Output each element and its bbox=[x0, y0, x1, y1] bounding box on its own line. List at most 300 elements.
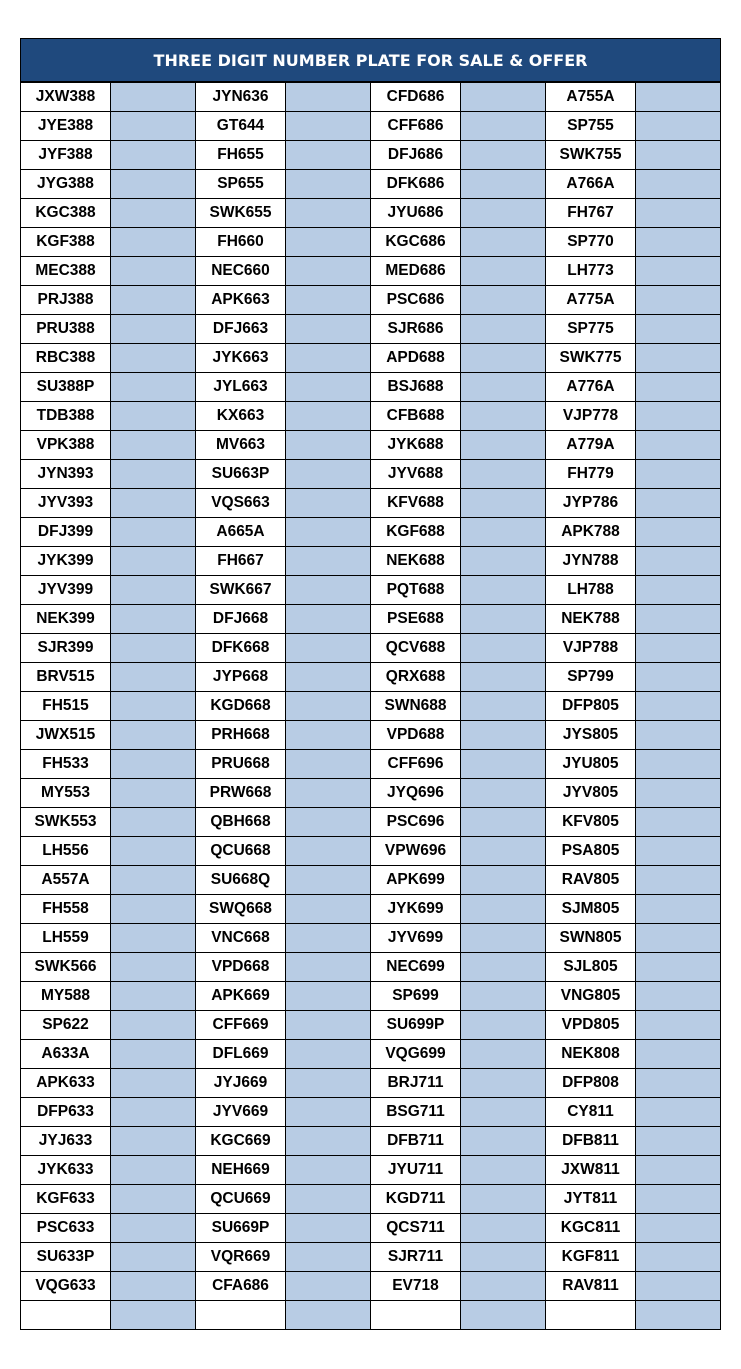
sheet-title: THREE DIGIT NUMBER PLATE FOR SALE & OFFER bbox=[20, 38, 721, 82]
offer-cell[interactable] bbox=[636, 286, 721, 315]
offer-cell[interactable] bbox=[461, 199, 546, 228]
offer-cell[interactable] bbox=[461, 895, 546, 924]
offer-cell[interactable] bbox=[111, 431, 196, 460]
plate-number-cell: BSJ688 bbox=[371, 373, 461, 402]
plate-number-cell: APK788 bbox=[546, 518, 636, 547]
offer-cell[interactable] bbox=[636, 924, 721, 953]
offer-cell[interactable] bbox=[636, 199, 721, 228]
offer-cell[interactable] bbox=[461, 1214, 546, 1243]
plate-number-cell: LH556 bbox=[21, 837, 111, 866]
plate-number-cell: APK669 bbox=[196, 982, 286, 1011]
plate-number-cell: JYK399 bbox=[21, 547, 111, 576]
table-row bbox=[21, 518, 721, 547]
offer-cell[interactable] bbox=[111, 721, 196, 750]
plate-number-cell: KGC388 bbox=[21, 199, 111, 228]
offer-cell[interactable] bbox=[286, 402, 371, 431]
offer-cell[interactable] bbox=[286, 373, 371, 402]
offer-cell[interactable] bbox=[286, 286, 371, 315]
offer-cell[interactable] bbox=[636, 721, 721, 750]
plate-number-cell: KFV805 bbox=[546, 808, 636, 837]
offer-cell[interactable] bbox=[461, 431, 546, 460]
offer-cell[interactable] bbox=[461, 1040, 546, 1069]
table-row bbox=[21, 808, 721, 837]
offer-cell[interactable] bbox=[636, 112, 721, 141]
offer-cell[interactable] bbox=[111, 489, 196, 518]
offer-cell[interactable] bbox=[111, 1156, 196, 1185]
offer-cell[interactable] bbox=[111, 141, 196, 170]
offer-cell[interactable] bbox=[286, 953, 371, 982]
plate-number-cell: JWX515 bbox=[21, 721, 111, 750]
plate-number-cell: JYT811 bbox=[546, 1185, 636, 1214]
plate-number-cell bbox=[21, 1301, 111, 1330]
offer-cell[interactable] bbox=[636, 344, 721, 373]
offer-cell[interactable] bbox=[461, 1301, 546, 1330]
offer-cell[interactable] bbox=[111, 866, 196, 895]
plate-number-cell: FH667 bbox=[196, 547, 286, 576]
offer-cell[interactable] bbox=[461, 1011, 546, 1040]
offer-cell[interactable] bbox=[461, 721, 546, 750]
plate-number-cell: JYU805 bbox=[546, 750, 636, 779]
offer-cell[interactable] bbox=[286, 692, 371, 721]
offer-cell[interactable] bbox=[636, 1214, 721, 1243]
plate-number-cell: APK633 bbox=[21, 1069, 111, 1098]
plate-number-cell: MED686 bbox=[371, 257, 461, 286]
offer-cell[interactable] bbox=[636, 779, 721, 808]
offer-cell[interactable] bbox=[636, 750, 721, 779]
offer-cell[interactable] bbox=[111, 402, 196, 431]
offer-cell[interactable] bbox=[636, 1127, 721, 1156]
offer-cell[interactable] bbox=[636, 1069, 721, 1098]
offer-cell[interactable] bbox=[461, 576, 546, 605]
offer-cell[interactable] bbox=[461, 489, 546, 518]
plate-number-cell: SJM805 bbox=[546, 895, 636, 924]
offer-cell[interactable] bbox=[286, 315, 371, 344]
plate-number-cell: PRJ388 bbox=[21, 286, 111, 315]
plate-number-cell: JYN788 bbox=[546, 547, 636, 576]
plate-number-cell: VPD668 bbox=[196, 953, 286, 982]
offer-cell[interactable] bbox=[286, 141, 371, 170]
offer-cell[interactable] bbox=[461, 1127, 546, 1156]
plate-number-cell: JYL663 bbox=[196, 373, 286, 402]
offer-cell[interactable] bbox=[286, 112, 371, 141]
plate-number-cell: DFK686 bbox=[371, 170, 461, 199]
offer-cell[interactable] bbox=[286, 489, 371, 518]
offer-cell[interactable] bbox=[111, 692, 196, 721]
plate-number-cell: MV663 bbox=[196, 431, 286, 460]
offer-cell[interactable] bbox=[111, 895, 196, 924]
table-row bbox=[21, 692, 721, 721]
plate-number-cell: PRW668 bbox=[196, 779, 286, 808]
offer-cell[interactable] bbox=[286, 1243, 371, 1272]
table-row bbox=[21, 866, 721, 895]
plate-number-cell: DFK668 bbox=[196, 634, 286, 663]
offer-cell[interactable] bbox=[461, 837, 546, 866]
plate-number-cell: FH767 bbox=[546, 199, 636, 228]
offer-cell[interactable] bbox=[636, 953, 721, 982]
offer-cell[interactable] bbox=[636, 692, 721, 721]
offer-cell[interactable] bbox=[286, 1214, 371, 1243]
plate-number-cell: QCU668 bbox=[196, 837, 286, 866]
plate-number-cell: CFB688 bbox=[371, 402, 461, 431]
offer-cell[interactable] bbox=[286, 1040, 371, 1069]
plate-number-cell: SP755 bbox=[546, 112, 636, 141]
plate-number-cell: VJP778 bbox=[546, 402, 636, 431]
offer-cell[interactable] bbox=[461, 663, 546, 692]
plate-number-cell: FH558 bbox=[21, 895, 111, 924]
offer-cell[interactable] bbox=[636, 866, 721, 895]
plate-number-cell: KGC686 bbox=[371, 228, 461, 257]
plate-number-cell: LH788 bbox=[546, 576, 636, 605]
offer-cell[interactable] bbox=[461, 518, 546, 547]
offer-cell[interactable] bbox=[461, 257, 546, 286]
offer-cell[interactable] bbox=[636, 431, 721, 460]
offer-cell[interactable] bbox=[111, 953, 196, 982]
table-row bbox=[21, 547, 721, 576]
table-row bbox=[21, 750, 721, 779]
offer-cell[interactable] bbox=[461, 982, 546, 1011]
offer-cell[interactable] bbox=[636, 1156, 721, 1185]
offer-cell[interactable] bbox=[286, 663, 371, 692]
table-row bbox=[21, 489, 721, 518]
plate-number-cell: PQT688 bbox=[371, 576, 461, 605]
offer-cell[interactable] bbox=[111, 547, 196, 576]
plate-table bbox=[20, 82, 721, 1330]
offer-cell[interactable] bbox=[636, 315, 721, 344]
offer-cell[interactable] bbox=[286, 170, 371, 199]
plate-number-cell: PSC696 bbox=[371, 808, 461, 837]
offer-cell[interactable] bbox=[461, 866, 546, 895]
offer-cell[interactable] bbox=[286, 431, 371, 460]
offer-cell[interactable] bbox=[286, 1127, 371, 1156]
table-row bbox=[21, 953, 721, 982]
offer-cell[interactable] bbox=[286, 1069, 371, 1098]
offer-cell[interactable] bbox=[286, 721, 371, 750]
plate-number-cell: JYJ669 bbox=[196, 1069, 286, 1098]
plate-number-cell: MEC388 bbox=[21, 257, 111, 286]
plate-number-cell: DFP805 bbox=[546, 692, 636, 721]
offer-cell[interactable] bbox=[286, 808, 371, 837]
table-row bbox=[21, 83, 721, 112]
plate-number-cell: SWK755 bbox=[546, 141, 636, 170]
plate-number-cell: TDB388 bbox=[21, 402, 111, 431]
table-row bbox=[21, 605, 721, 634]
offer-cell[interactable] bbox=[111, 808, 196, 837]
table-row bbox=[21, 344, 721, 373]
offer-cell[interactable] bbox=[461, 373, 546, 402]
offer-cell[interactable] bbox=[636, 373, 721, 402]
plate-number-cell: SWQ668 bbox=[196, 895, 286, 924]
offer-cell[interactable] bbox=[286, 1301, 371, 1330]
offer-cell[interactable] bbox=[461, 83, 546, 112]
offer-cell[interactable] bbox=[111, 257, 196, 286]
offer-cell[interactable] bbox=[286, 576, 371, 605]
offer-cell[interactable] bbox=[461, 402, 546, 431]
offer-cell[interactable] bbox=[636, 402, 721, 431]
plate-number-cell: DFJ663 bbox=[196, 315, 286, 344]
offer-cell[interactable] bbox=[286, 518, 371, 547]
offer-cell[interactable] bbox=[286, 199, 371, 228]
offer-cell[interactable] bbox=[461, 692, 546, 721]
offer-cell[interactable] bbox=[111, 228, 196, 257]
plate-number-cell: SU699P bbox=[371, 1011, 461, 1040]
offer-cell[interactable] bbox=[636, 808, 721, 837]
offer-cell[interactable] bbox=[111, 1272, 196, 1301]
offer-cell[interactable] bbox=[461, 605, 546, 634]
offer-cell[interactable] bbox=[286, 837, 371, 866]
offer-cell[interactable] bbox=[636, 460, 721, 489]
offer-cell[interactable] bbox=[636, 605, 721, 634]
offer-cell[interactable] bbox=[286, 605, 371, 634]
plate-number-cell: QBH668 bbox=[196, 808, 286, 837]
offer-cell[interactable] bbox=[461, 953, 546, 982]
offer-cell[interactable] bbox=[286, 547, 371, 576]
offer-cell[interactable] bbox=[636, 83, 721, 112]
offer-cell[interactable] bbox=[461, 750, 546, 779]
plate-number-cell: VPK388 bbox=[21, 431, 111, 460]
offer-cell[interactable] bbox=[636, 837, 721, 866]
plate-number-cell bbox=[371, 1301, 461, 1330]
offer-cell[interactable] bbox=[286, 1011, 371, 1040]
plate-number-cell: MY553 bbox=[21, 779, 111, 808]
offer-cell[interactable] bbox=[636, 576, 721, 605]
offer-cell[interactable] bbox=[636, 1011, 721, 1040]
offer-cell[interactable] bbox=[636, 257, 721, 286]
plate-number-cell: SJR686 bbox=[371, 315, 461, 344]
offer-cell[interactable] bbox=[636, 1098, 721, 1127]
offer-cell[interactable] bbox=[461, 1243, 546, 1272]
offer-cell[interactable] bbox=[286, 866, 371, 895]
offer-cell[interactable] bbox=[286, 895, 371, 924]
offer-cell[interactable] bbox=[461, 286, 546, 315]
plate-number-cell: CFD686 bbox=[371, 83, 461, 112]
plate-number-cell: SP799 bbox=[546, 663, 636, 692]
offer-cell[interactable] bbox=[461, 1156, 546, 1185]
offer-cell[interactable] bbox=[111, 1185, 196, 1214]
plate-number-cell: KGF633 bbox=[21, 1185, 111, 1214]
offer-cell[interactable] bbox=[111, 663, 196, 692]
offer-cell[interactable] bbox=[286, 460, 371, 489]
plate-number-cell: JYK699 bbox=[371, 895, 461, 924]
offer-cell[interactable] bbox=[461, 344, 546, 373]
plate-number-cell: JYV393 bbox=[21, 489, 111, 518]
offer-cell[interactable] bbox=[286, 924, 371, 953]
table-row bbox=[21, 228, 721, 257]
plate-number-cell: A557A bbox=[21, 866, 111, 895]
plate-number-cell: PSC633 bbox=[21, 1214, 111, 1243]
plate-number-cell: SWK553 bbox=[21, 808, 111, 837]
offer-cell[interactable] bbox=[111, 315, 196, 344]
plate-number-cell: DFL669 bbox=[196, 1040, 286, 1069]
offer-cell[interactable] bbox=[636, 982, 721, 1011]
plate-number-cell: VQR669 bbox=[196, 1243, 286, 1272]
plate-number-cell: BRJ711 bbox=[371, 1069, 461, 1098]
plate-number-cell: JYS805 bbox=[546, 721, 636, 750]
offer-cell[interactable] bbox=[111, 1214, 196, 1243]
plate-number-cell: PRU388 bbox=[21, 315, 111, 344]
offer-cell[interactable] bbox=[111, 750, 196, 779]
offer-cell[interactable] bbox=[461, 1185, 546, 1214]
offer-cell[interactable] bbox=[636, 634, 721, 663]
plate-number-cell: KGD668 bbox=[196, 692, 286, 721]
plate-number-cell: VQG633 bbox=[21, 1272, 111, 1301]
plate-number-cell: FH779 bbox=[546, 460, 636, 489]
plate-number-cell: QRX688 bbox=[371, 663, 461, 692]
offer-cell[interactable] bbox=[461, 112, 546, 141]
offer-cell[interactable] bbox=[461, 924, 546, 953]
plate-number-cell: KGC669 bbox=[196, 1127, 286, 1156]
plate-number-cell: SP622 bbox=[21, 1011, 111, 1040]
offer-cell[interactable] bbox=[111, 576, 196, 605]
offer-cell[interactable] bbox=[111, 83, 196, 112]
plate-number-cell: FH515 bbox=[21, 692, 111, 721]
plate-number-cell: KGF388 bbox=[21, 228, 111, 257]
plate-number-cell: BRV515 bbox=[21, 663, 111, 692]
plate-number-cell: CY811 bbox=[546, 1098, 636, 1127]
offer-cell[interactable] bbox=[286, 1156, 371, 1185]
plate-number-cell: DFJ399 bbox=[21, 518, 111, 547]
plate-number-cell: JYV669 bbox=[196, 1098, 286, 1127]
offer-cell[interactable] bbox=[461, 1272, 546, 1301]
table-row bbox=[21, 1185, 721, 1214]
offer-cell[interactable] bbox=[111, 837, 196, 866]
offer-cell[interactable] bbox=[461, 228, 546, 257]
plate-number-cell: JYV399 bbox=[21, 576, 111, 605]
table-row bbox=[21, 721, 721, 750]
plate-number-cell: JYF388 bbox=[21, 141, 111, 170]
plate-number-cell: A755A bbox=[546, 83, 636, 112]
offer-cell[interactable] bbox=[636, 1185, 721, 1214]
plate-number-cell: PRU668 bbox=[196, 750, 286, 779]
offer-cell[interactable] bbox=[111, 199, 196, 228]
offer-cell[interactable] bbox=[461, 315, 546, 344]
offer-cell[interactable] bbox=[286, 1098, 371, 1127]
plate-number-cell: APK663 bbox=[196, 286, 286, 315]
offer-cell[interactable] bbox=[636, 228, 721, 257]
plate-number-cell: DFP808 bbox=[546, 1069, 636, 1098]
offer-cell[interactable] bbox=[461, 808, 546, 837]
offer-cell[interactable] bbox=[111, 634, 196, 663]
offer-cell[interactable] bbox=[636, 489, 721, 518]
plate-number-cell: FH533 bbox=[21, 750, 111, 779]
plate-number-cell: PRH668 bbox=[196, 721, 286, 750]
offer-cell[interactable] bbox=[636, 518, 721, 547]
offer-cell[interactable] bbox=[111, 344, 196, 373]
offer-cell[interactable] bbox=[111, 1040, 196, 1069]
plate-number-cell: JYV699 bbox=[371, 924, 461, 953]
offer-cell[interactable] bbox=[111, 112, 196, 141]
offer-cell[interactable] bbox=[286, 1272, 371, 1301]
plate-number-cell: DFJ686 bbox=[371, 141, 461, 170]
offer-cell[interactable] bbox=[111, 518, 196, 547]
table-row bbox=[21, 779, 721, 808]
offer-cell[interactable] bbox=[636, 663, 721, 692]
plate-number-cell: KFV688 bbox=[371, 489, 461, 518]
offer-cell[interactable] bbox=[636, 1040, 721, 1069]
plate-number-cell: JYK688 bbox=[371, 431, 461, 460]
offer-cell[interactable] bbox=[111, 373, 196, 402]
offer-cell[interactable] bbox=[286, 982, 371, 1011]
offer-cell[interactable] bbox=[111, 982, 196, 1011]
plate-number-cell: RAV811 bbox=[546, 1272, 636, 1301]
offer-cell[interactable] bbox=[461, 141, 546, 170]
plate-number-cell: NEK808 bbox=[546, 1040, 636, 1069]
offer-cell[interactable] bbox=[111, 1069, 196, 1098]
plate-number-cell: DFP633 bbox=[21, 1098, 111, 1127]
offer-cell[interactable] bbox=[636, 170, 721, 199]
offer-cell[interactable] bbox=[286, 634, 371, 663]
plate-number-cell: A633A bbox=[21, 1040, 111, 1069]
offer-cell[interactable] bbox=[636, 895, 721, 924]
offer-cell[interactable] bbox=[461, 547, 546, 576]
plate-number-cell: JYN636 bbox=[196, 83, 286, 112]
table-row bbox=[21, 257, 721, 286]
plate-number-cell: SU669P bbox=[196, 1214, 286, 1243]
plate-number-cell: NEC699 bbox=[371, 953, 461, 982]
offer-cell[interactable] bbox=[111, 1301, 196, 1330]
offer-cell[interactable] bbox=[286, 228, 371, 257]
offer-cell[interactable] bbox=[636, 1301, 721, 1330]
offer-cell[interactable] bbox=[286, 779, 371, 808]
table-row bbox=[21, 924, 721, 953]
offer-cell[interactable] bbox=[636, 1243, 721, 1272]
plate-number-cell: JYQ696 bbox=[371, 779, 461, 808]
plate-number-cell: SU663P bbox=[196, 460, 286, 489]
offer-cell[interactable] bbox=[636, 547, 721, 576]
offer-cell[interactable] bbox=[111, 286, 196, 315]
table-row bbox=[21, 1069, 721, 1098]
offer-cell[interactable] bbox=[461, 460, 546, 489]
offer-cell[interactable] bbox=[461, 779, 546, 808]
plate-number-cell: SWK655 bbox=[196, 199, 286, 228]
offer-cell[interactable] bbox=[461, 634, 546, 663]
offer-cell[interactable] bbox=[111, 1243, 196, 1272]
plate-number-cell: PSC686 bbox=[371, 286, 461, 315]
table-row bbox=[21, 1301, 721, 1330]
plate-number-cell: CFF696 bbox=[371, 750, 461, 779]
offer-cell[interactable] bbox=[286, 1185, 371, 1214]
plate-number-cell: VNG805 bbox=[546, 982, 636, 1011]
offer-cell[interactable] bbox=[111, 170, 196, 199]
offer-cell[interactable] bbox=[286, 750, 371, 779]
offer-cell[interactable] bbox=[636, 1272, 721, 1301]
offer-cell[interactable] bbox=[111, 1011, 196, 1040]
offer-cell[interactable] bbox=[461, 1098, 546, 1127]
offer-cell[interactable] bbox=[111, 924, 196, 953]
plate-number-cell: SJR399 bbox=[21, 634, 111, 663]
plate-number-cell: JYK633 bbox=[21, 1156, 111, 1185]
plate-number-cell: SU633P bbox=[21, 1243, 111, 1272]
offer-cell[interactable] bbox=[286, 83, 371, 112]
offer-cell[interactable] bbox=[111, 1098, 196, 1127]
plate-number-cell: LH559 bbox=[21, 924, 111, 953]
plate-number-cell: SP770 bbox=[546, 228, 636, 257]
offer-cell[interactable] bbox=[111, 605, 196, 634]
offer-cell[interactable] bbox=[286, 257, 371, 286]
offer-cell[interactable] bbox=[111, 460, 196, 489]
offer-cell[interactable] bbox=[461, 1069, 546, 1098]
plate-number-cell: NEK788 bbox=[546, 605, 636, 634]
table-row bbox=[21, 1243, 721, 1272]
offer-cell[interactable] bbox=[461, 170, 546, 199]
plate-number-cell: APD688 bbox=[371, 344, 461, 373]
offer-cell[interactable] bbox=[111, 1127, 196, 1156]
plate-number-cell: VPD688 bbox=[371, 721, 461, 750]
plate-number-cell: CFF686 bbox=[371, 112, 461, 141]
offer-cell[interactable] bbox=[636, 141, 721, 170]
plate-number-cell: RAV805 bbox=[546, 866, 636, 895]
offer-cell[interactable] bbox=[111, 779, 196, 808]
offer-cell[interactable] bbox=[286, 344, 371, 373]
